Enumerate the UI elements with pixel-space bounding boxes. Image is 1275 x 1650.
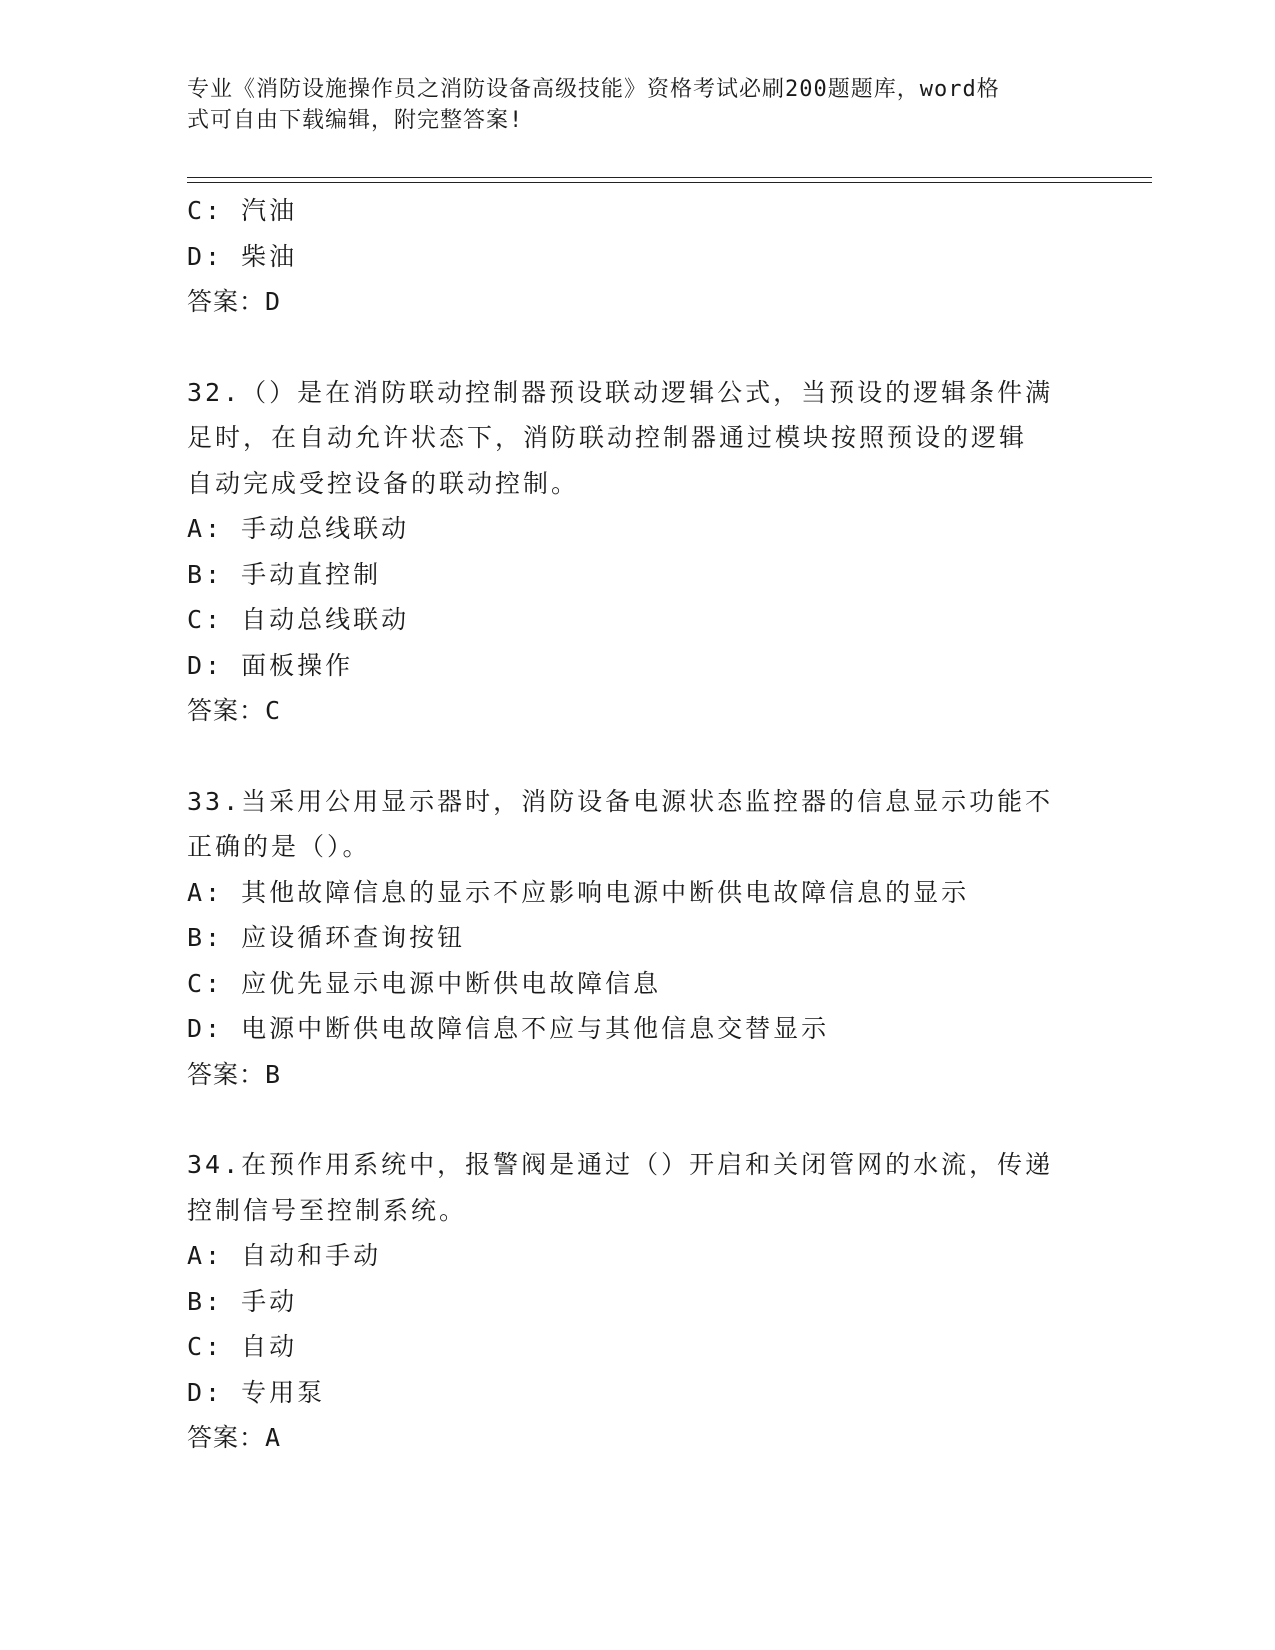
question-block-33 [187,779,1087,1098]
answer-label: 答案： [187,696,266,725]
question-text-line: 正确的是（）。 [187,832,371,861]
answer-line [187,1052,1087,1098]
answer-line [187,1415,1087,1461]
option-c: C: 自动 [187,1332,298,1361]
question-text-line: 34.在预作用系统中，报警阀是通过（）开启和关闭管网的水流，传递 [187,1150,1054,1179]
answer-value: B [265,1059,281,1089]
answer-value: D [265,287,281,316]
answer-value: C [265,696,281,725]
option-d: D: 柴油 [187,241,298,271]
question-text-line: 自动完成受控设备的联动控制。 [187,468,580,498]
option-a: A: 手动总线联动 [187,514,410,543]
question-text-line: 足时，在自动允许状态下，消防联动控制器通过模块按照预设的逻辑 [187,423,1028,452]
answer-label: 答案： [187,1423,266,1452]
option-d: D: 面板操作 [187,650,354,680]
option-d: D: 电源中断供电故障信息不应与其他信息交替显示 [187,1014,830,1043]
option-a: A: 自动和手动 [187,1241,382,1270]
question-text-line: 控制信号至控制系统。 [187,1195,468,1225]
header-line-2: 式可自由下载编辑，附完整答案! [187,108,524,133]
question-block-31 [187,188,1087,325]
option-c: C: 应优先显示电源中断供电故障信息 [187,968,662,998]
option-d: D: 专用泵 [187,1377,326,1407]
answer-label: 答案： [187,287,266,316]
document-body [187,188,1087,1461]
option-b: B: 手动 [187,1286,298,1316]
question-text-line: 32.（）是在消防联动控制器预设联动逻辑公式，当预设的逻辑条件满 [187,377,1054,407]
option-b: B: 应设循环查询按钮 [187,923,466,952]
header-divider-bottom [187,182,1152,183]
block-spacer [187,734,1087,779]
header-line-1: 专业《消防设施操作员之消防设备高级技能》资格考试必刷200题题库，word格 [187,77,1000,102]
block-spacer [187,1097,1087,1142]
block-spacer [187,325,1087,370]
answer-line [187,688,1087,734]
question-block-32 [187,370,1087,734]
option-a: A: 其他故障信息的显示不应影响电源中断供电故障信息的显示 [187,877,970,907]
option-c: C: 汽油 [187,196,298,225]
header-divider-top [187,177,1152,178]
answer-label: 答案： [187,1059,266,1089]
option-c: C: 自动总线联动 [187,605,410,634]
question-block-34 [187,1142,1087,1461]
question-text-line: 33.当采用公用显示器时，消防设备电源状态监控器的信息显示功能不 [187,786,1054,816]
document-header [187,74,1067,136]
answer-line [187,279,1087,325]
answer-value: A [265,1423,281,1452]
option-b: B: 手动直控制 [187,559,382,589]
